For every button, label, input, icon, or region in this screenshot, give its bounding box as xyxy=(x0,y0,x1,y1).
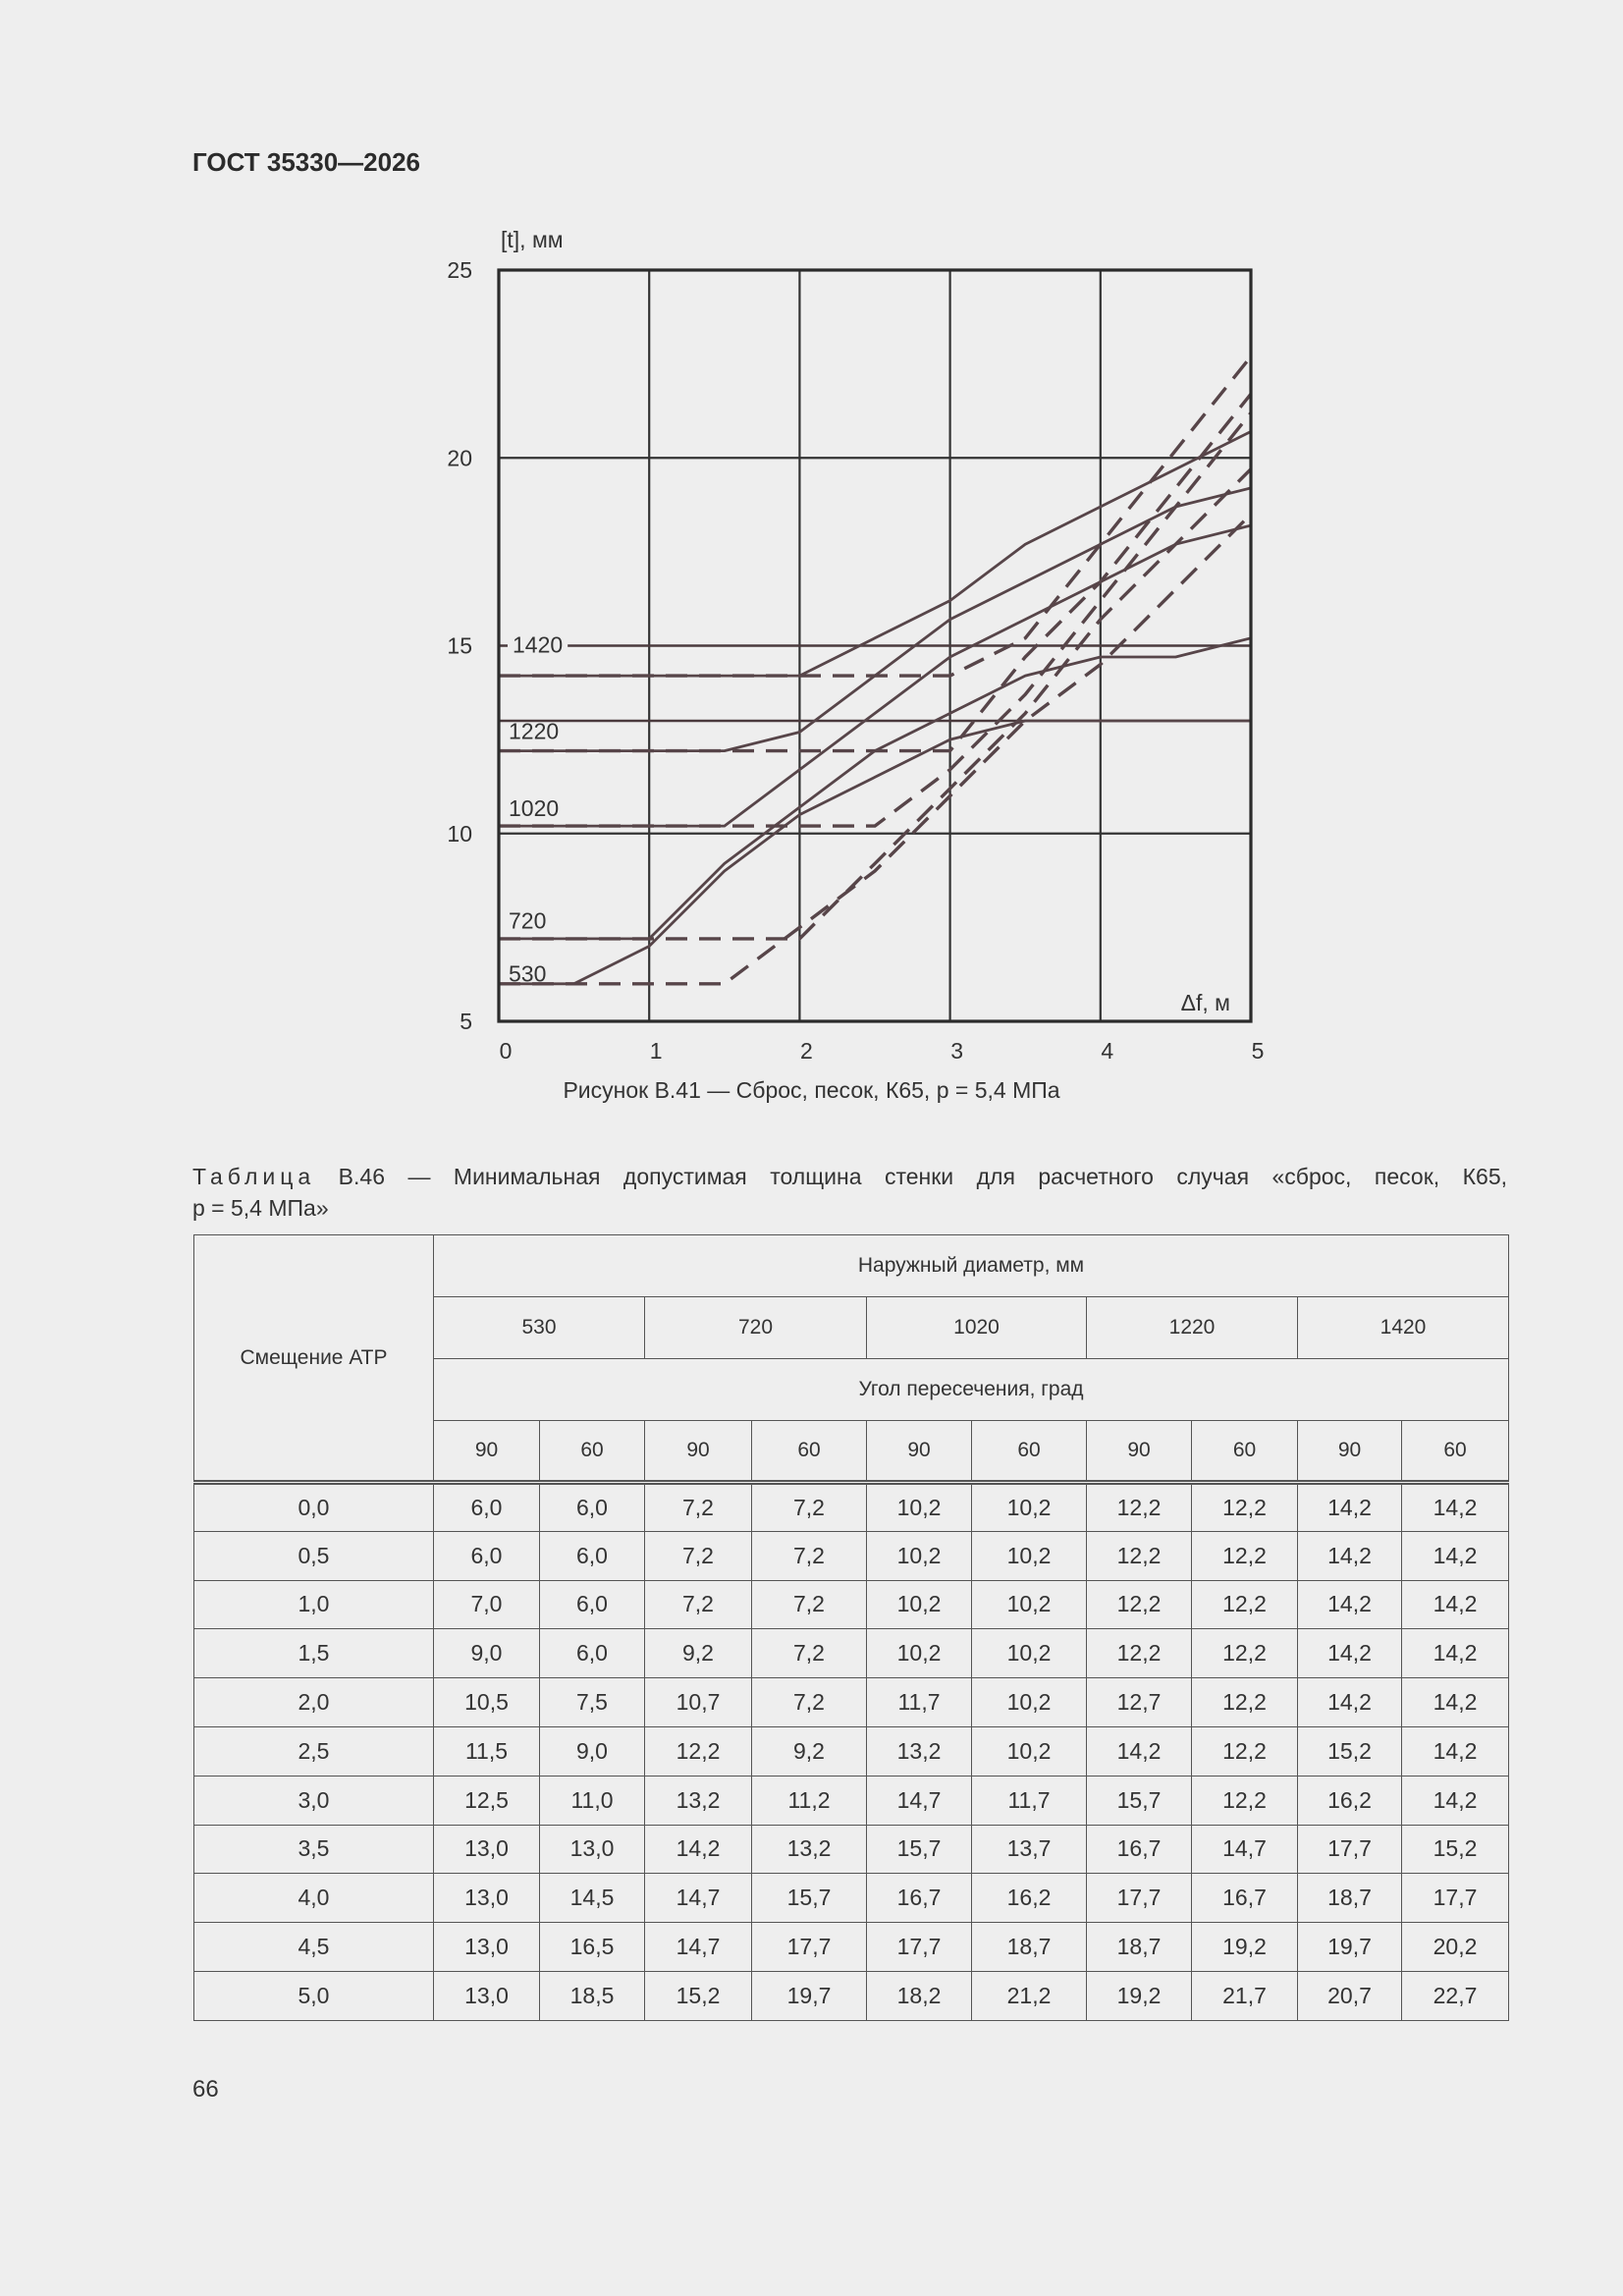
thickness-cell: 15,7 xyxy=(752,1874,867,1923)
angle-header-cell: 60 xyxy=(540,1421,645,1483)
thickness-cell: 16,7 xyxy=(867,1874,972,1923)
thickness-cell: 14,2 xyxy=(1402,1483,1509,1532)
thickness-cell: 10,2 xyxy=(972,1678,1087,1727)
y-tick-label: 25 xyxy=(447,257,472,283)
table-row xyxy=(194,1971,1509,2020)
thickness-cell: 7,2 xyxy=(752,1580,867,1629)
offset-cell: 4,5 xyxy=(194,1923,434,1972)
document-number-header: ГОСТ 35330—2026 xyxy=(192,147,420,177)
y-tick-label: 15 xyxy=(447,632,472,659)
thickness-cell: 12,2 xyxy=(1192,1580,1298,1629)
diameter-header: 1420 xyxy=(1298,1297,1509,1359)
thickness-cell: 12,2 xyxy=(1087,1483,1192,1532)
curve-label-720: 720 xyxy=(509,907,547,934)
thickness-cell: 10,2 xyxy=(972,1580,1087,1629)
angle-header-cell: 90 xyxy=(867,1421,972,1483)
series-line-1220-solid xyxy=(499,488,1251,751)
table-row xyxy=(194,1629,1509,1678)
thickness-cell: 12,2 xyxy=(1192,1776,1298,1825)
thickness-cell: 14,2 xyxy=(1298,1629,1402,1678)
diameter-header: 720 xyxy=(645,1297,867,1359)
thickness-cell: 10,2 xyxy=(867,1580,972,1629)
thickness-cell: 7,5 xyxy=(540,1678,645,1727)
thickness-cell: 16,2 xyxy=(1298,1776,1402,1825)
thickness-cell: 17,7 xyxy=(752,1923,867,1972)
y-axis-label: [t], мм xyxy=(501,227,564,252)
chart-series xyxy=(499,356,1251,987)
x-tick-label: 1 xyxy=(649,1038,663,1064)
thickness-cell: 7,2 xyxy=(752,1678,867,1727)
thickness-cell: 20,7 xyxy=(1298,1971,1402,2020)
thickness-cell: 14,2 xyxy=(645,1825,752,1874)
thickness-cell: 12,2 xyxy=(1087,1531,1192,1580)
thickness-cell: 14,2 xyxy=(1402,1776,1509,1825)
thickness-cell: 14,7 xyxy=(645,1923,752,1972)
diameter-header: 1220 xyxy=(1087,1297,1298,1359)
thickness-cell: 7,2 xyxy=(752,1483,867,1532)
thickness-cell: 13,0 xyxy=(434,1825,540,1874)
thickness-cell: 15,7 xyxy=(1087,1776,1192,1825)
offset-cell: 4,0 xyxy=(194,1874,434,1923)
thickness-cell: 21,2 xyxy=(972,1971,1087,2020)
angle-header-cell: 60 xyxy=(1402,1421,1509,1483)
thickness-chart xyxy=(0,0,1623,1139)
offset-cell: 1,0 xyxy=(194,1580,434,1629)
thickness-cell: 7,2 xyxy=(645,1580,752,1629)
thickness-cell: 9,2 xyxy=(752,1726,867,1776)
thickness-cell: 15,2 xyxy=(1402,1825,1509,1874)
offset-cell: 0,0 xyxy=(194,1483,434,1532)
table-row xyxy=(194,1726,1509,1776)
angle-header-cell: 90 xyxy=(434,1421,540,1483)
table-row xyxy=(194,1531,1509,1580)
thickness-cell: 19,7 xyxy=(752,1971,867,2020)
thickness-cell: 14,2 xyxy=(1298,1678,1402,1727)
thickness-cell: 12,2 xyxy=(1192,1629,1298,1678)
thickness-cell: 18,7 xyxy=(1087,1923,1192,1972)
curve-label-1220: 1220 xyxy=(509,718,560,744)
thickness-cell: 6,0 xyxy=(540,1531,645,1580)
thickness-cell: 17,7 xyxy=(1402,1874,1509,1923)
group-header: Наружный диаметр, мм xyxy=(434,1235,1509,1297)
angle-header-cell: 60 xyxy=(752,1421,867,1483)
thickness-cell: 13,0 xyxy=(434,1971,540,2020)
stub-header: Смещение АТР xyxy=(194,1235,434,1483)
thickness-cell: 14,2 xyxy=(1298,1531,1402,1580)
thickness-cell: 14,2 xyxy=(1402,1678,1509,1727)
x-tick-label: 4 xyxy=(1101,1038,1114,1064)
thickness-cell: 14,2 xyxy=(1298,1483,1402,1532)
thickness-cell: 14,2 xyxy=(1402,1531,1509,1580)
thickness-cell: 17,7 xyxy=(1087,1874,1192,1923)
thickness-cell: 12,2 xyxy=(1192,1726,1298,1776)
thickness-cell: 12,7 xyxy=(1087,1678,1192,1727)
chart-tick-labels xyxy=(447,257,1264,1064)
thickness-cell: 12,2 xyxy=(1192,1483,1298,1532)
angle-header-cell: 60 xyxy=(1192,1421,1298,1483)
thickness-cell: 13,0 xyxy=(434,1923,540,1972)
thickness-cell: 12,2 xyxy=(645,1726,752,1776)
thickness-cell: 13,0 xyxy=(434,1874,540,1923)
thickness-table xyxy=(193,1234,1509,2021)
thickness-cell: 14,2 xyxy=(1087,1726,1192,1776)
offset-cell: 2,0 xyxy=(194,1678,434,1727)
thickness-cell: 7,0 xyxy=(434,1580,540,1629)
table-caption-text-line2: p = 5,4 МПа» xyxy=(192,1195,329,1221)
thickness-cell: 11,7 xyxy=(972,1776,1087,1825)
thickness-cell: 7,2 xyxy=(752,1531,867,1580)
thickness-cell: 12,2 xyxy=(1192,1678,1298,1727)
thickness-cell: 10,2 xyxy=(972,1629,1087,1678)
thickness-cell: 9,0 xyxy=(434,1629,540,1678)
thickness-cell: 14,2 xyxy=(1402,1580,1509,1629)
thickness-cell: 14,2 xyxy=(1402,1629,1509,1678)
x-tick-label: 3 xyxy=(950,1038,963,1064)
thickness-cell: 14,7 xyxy=(1192,1825,1298,1874)
angle-header-cell: 90 xyxy=(1298,1421,1402,1483)
thickness-cell: 12,2 xyxy=(1087,1580,1192,1629)
thickness-cell: 15,2 xyxy=(1298,1726,1402,1776)
series-line-1420-solid xyxy=(499,432,1251,677)
angle-header: Угол пересечения, град xyxy=(434,1359,1509,1421)
thickness-cell: 10,5 xyxy=(434,1678,540,1727)
offset-cell: 3,5 xyxy=(194,1825,434,1874)
thickness-cell: 6,0 xyxy=(540,1483,645,1532)
x-tick-label: 5 xyxy=(1251,1038,1265,1064)
table-row xyxy=(194,1923,1509,1972)
thickness-cell: 18,5 xyxy=(540,1971,645,2020)
thickness-cell: 14,2 xyxy=(1402,1726,1509,1776)
thickness-cell: 21,7 xyxy=(1192,1971,1298,2020)
offset-cell: 2,5 xyxy=(194,1726,434,1776)
table-row xyxy=(194,1483,1509,1532)
thickness-cell: 11,7 xyxy=(867,1678,972,1727)
thickness-cell: 9,0 xyxy=(540,1726,645,1776)
offset-cell: 0,5 xyxy=(194,1531,434,1580)
thickness-cell: 10,2 xyxy=(972,1726,1087,1776)
thickness-cell: 22,7 xyxy=(1402,1971,1509,2020)
table-caption-word: Таблица xyxy=(192,1164,316,1189)
thickness-cell: 11,5 xyxy=(434,1726,540,1776)
table-row xyxy=(194,1580,1509,1629)
thickness-cell: 18,2 xyxy=(867,1971,972,2020)
angle-header-cell: 60 xyxy=(972,1421,1087,1483)
diameter-header: 1020 xyxy=(867,1297,1087,1359)
thickness-cell: 19,2 xyxy=(1192,1923,1298,1972)
thickness-cell: 10,2 xyxy=(867,1483,972,1532)
thickness-cell: 10,7 xyxy=(645,1678,752,1727)
table-caption-text: В.46 — Минимальная допустимая толщина стенки для расчетного случая «сброс, песок, К65, xyxy=(338,1164,1508,1189)
thickness-cell: 13,0 xyxy=(540,1825,645,1874)
thickness-cell: 15,7 xyxy=(867,1825,972,1874)
table-body xyxy=(194,1483,1509,2021)
series-line-1220-dashed xyxy=(499,394,1251,750)
thickness-cell: 13,2 xyxy=(645,1776,752,1825)
y-tick-label: 5 xyxy=(460,1009,472,1034)
x-tick-label: 2 xyxy=(800,1038,813,1064)
series-line-530-dashed xyxy=(499,515,1251,987)
thickness-cell: 14,5 xyxy=(540,1874,645,1923)
thickness-cell: 13,2 xyxy=(752,1825,867,1874)
thickness-cell: 20,2 xyxy=(1402,1923,1509,1972)
thickness-cell: 13,2 xyxy=(867,1726,972,1776)
thickness-cell: 6,0 xyxy=(434,1483,540,1532)
thickness-cell: 16,5 xyxy=(540,1923,645,1972)
thickness-cell: 10,2 xyxy=(867,1531,972,1580)
thickness-cell: 16,7 xyxy=(1087,1825,1192,1874)
thickness-cell: 19,2 xyxy=(1087,1971,1192,2020)
thickness-cell: 12,2 xyxy=(1192,1531,1298,1580)
angle-header-cell: 90 xyxy=(645,1421,752,1483)
series-line-530-solid xyxy=(499,718,1251,987)
thickness-cell: 14,2 xyxy=(1298,1580,1402,1629)
thickness-cell: 6,0 xyxy=(434,1531,540,1580)
thickness-cell: 10,2 xyxy=(972,1531,1087,1580)
table-caption xyxy=(192,1161,1507,1224)
series-line-1020-dashed xyxy=(499,412,1251,826)
series-line-720-dashed xyxy=(499,469,1251,939)
y-tick-label: 10 xyxy=(447,820,472,847)
thickness-cell: 7,2 xyxy=(752,1629,867,1678)
offset-cell: 1,5 xyxy=(194,1629,434,1678)
curve-label-1420: 1420 xyxy=(513,631,564,658)
thickness-cell: 7,2 xyxy=(645,1531,752,1580)
x-tick-label: 0 xyxy=(499,1038,513,1064)
x-axis-label: Δf, м xyxy=(1180,990,1230,1015)
thickness-cell: 18,7 xyxy=(1298,1874,1402,1923)
diameter-header: 530 xyxy=(434,1297,645,1359)
thickness-cell: 18,7 xyxy=(972,1923,1087,1972)
thickness-cell: 10,2 xyxy=(867,1629,972,1678)
thickness-cell: 9,2 xyxy=(645,1629,752,1678)
thickness-cell: 12,5 xyxy=(434,1776,540,1825)
curve-label-1020: 1020 xyxy=(509,794,560,821)
thickness-cell: 7,2 xyxy=(645,1483,752,1532)
thickness-cell: 17,7 xyxy=(867,1923,972,1972)
offset-cell: 3,0 xyxy=(194,1776,434,1825)
table-row xyxy=(194,1874,1509,1923)
chart-curve-labels xyxy=(508,630,568,987)
thickness-cell: 14,7 xyxy=(867,1776,972,1825)
thickness-cell: 16,2 xyxy=(972,1874,1087,1923)
curve-label-530: 530 xyxy=(509,960,547,987)
thickness-cell: 14,7 xyxy=(645,1874,752,1923)
table-row xyxy=(194,1825,1509,1874)
table-row xyxy=(194,1678,1509,1727)
figure-caption: Рисунок В.41 — Сброс, песок, К65, p = 5,4 МПа xyxy=(563,1077,1060,1103)
thickness-cell: 6,0 xyxy=(540,1629,645,1678)
table-row xyxy=(194,1776,1509,1825)
thickness-cell: 15,2 xyxy=(645,1971,752,2020)
series-line-720-solid xyxy=(499,638,1251,939)
angle-header-cell: 90 xyxy=(1087,1421,1192,1483)
thickness-cell: 11,0 xyxy=(540,1776,645,1825)
offset-cell: 5,0 xyxy=(194,1971,434,2020)
thickness-cell: 10,2 xyxy=(972,1483,1087,1532)
thickness-cell: 11,2 xyxy=(752,1776,867,1825)
thickness-cell: 6,0 xyxy=(540,1580,645,1629)
thickness-cell: 16,7 xyxy=(1192,1874,1298,1923)
y-tick-label: 20 xyxy=(447,445,472,471)
page-number: 66 xyxy=(192,2076,219,2103)
thickness-cell: 12,2 xyxy=(1087,1629,1192,1678)
thickness-cell: 17,7 xyxy=(1298,1825,1402,1874)
thickness-cell: 13,7 xyxy=(972,1825,1087,1874)
thickness-cell: 19,7 xyxy=(1298,1923,1402,1972)
